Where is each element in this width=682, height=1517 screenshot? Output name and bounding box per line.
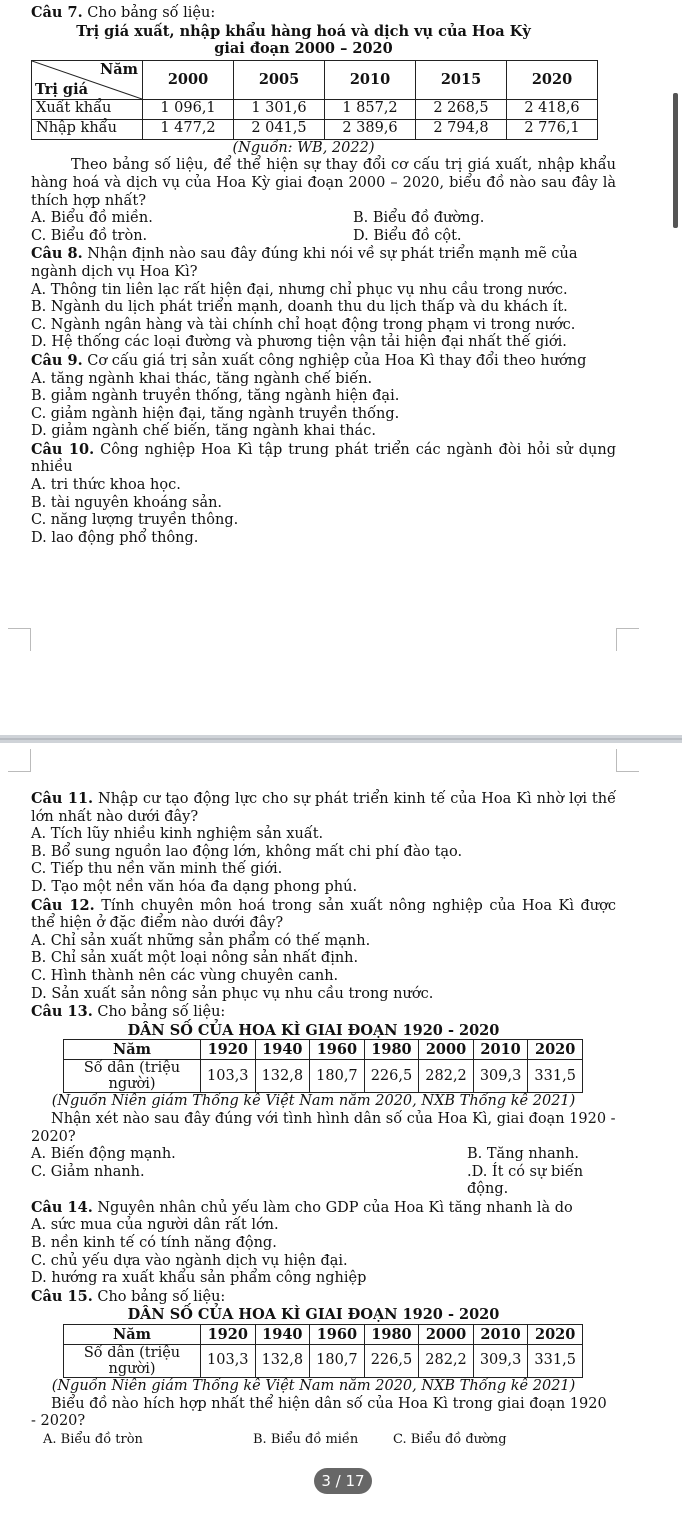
option-a[interactable]: A. Biến động mạnh.	[31, 1146, 176, 1163]
table-subtitle: giai đoạn 2000 – 2020	[214, 40, 393, 58]
year-header: 2000	[419, 1040, 474, 1060]
option-c[interactable]: C. Ngành ngân hàng và tài chính chỉ hoạt động trong phạm vi trong nước.	[31, 316, 576, 333]
table-cell: 2 776,1	[507, 119, 598, 139]
option-a[interactable]: A. tri thức khoa học.	[31, 477, 181, 494]
option-d[interactable]: D. lao động phổ thông.	[31, 529, 199, 546]
question-15-options-row	[31, 1431, 616, 1449]
option-c[interactable]: C. Tiếp thu nền văn minh thế giới.	[31, 861, 283, 878]
question-13-prompt: Nhận xét nào sau đây đúng với tình hình dân số của Hoa Kì, giai đoạn 1920 - 2020?	[31, 1110, 616, 1145]
table-header-row	[64, 1040, 583, 1060]
option-a[interactable]: A. Biểu đồ miền.	[31, 210, 153, 227]
option-c[interactable]: C. Biểu đồ đường	[393, 1431, 507, 1447]
year-header: 2000	[143, 60, 234, 99]
question-13-options-row-1	[31, 1146, 616, 1164]
page-corner-mark	[616, 749, 639, 772]
option-b[interactable]: B. nền kinh tế có tính năng động.	[31, 1235, 277, 1252]
question-15-prompt: Biểu đồ nào hích hợp nhất thể hiện dân số của Hoa Kì trong giai đoạn 1920 - 2020?	[31, 1395, 607, 1430]
table-cell: 103,3	[201, 1345, 256, 1378]
option-c[interactable]: C. Giảm nhanh.	[31, 1163, 145, 1180]
option-d[interactable]: D. giảm ngành chế biến, tăng ngành khai thác.	[31, 423, 376, 440]
table-cell: 2 041,5	[234, 119, 325, 139]
column-head: Năm	[64, 1040, 201, 1060]
year-header: 1960	[310, 1325, 365, 1345]
option-a[interactable]: A. Biểu đồ tròn	[43, 1431, 143, 1447]
option-c[interactable]: C. Biểu đồ tròn.	[31, 227, 148, 244]
row-head: Số dân (triệu người)	[64, 1345, 201, 1378]
table-cell: 226,5	[364, 1060, 419, 1093]
year-header: 2000	[419, 1325, 474, 1345]
table-row	[32, 119, 598, 139]
table-cell: 2 268,5	[416, 99, 507, 119]
page-indicator-badge: 3 / 17	[314, 1468, 372, 1494]
question-7-options-row-1	[31, 210, 616, 228]
option-c[interactable]: C. Hình thành nên các vùng chuyên canh.	[31, 967, 339, 984]
population-table	[63, 1324, 583, 1378]
page-corner-mark	[8, 749, 31, 772]
corner-year-label: Năm	[100, 60, 138, 78]
table-cell: 1 096,1	[143, 99, 234, 119]
page-separator-line	[0, 738, 682, 740]
option-b[interactable]: B. Bổ sung nguồn lao động lớn, không mất chi phí đào tạo.	[31, 843, 463, 860]
option-b[interactable]: B. Biểu đồ miền	[253, 1431, 359, 1447]
row-label: Xuất khẩu	[32, 99, 143, 119]
table-cell: 282,2	[419, 1345, 474, 1378]
table-cell: 180,7	[310, 1060, 365, 1093]
table-cell: 180,7	[310, 1345, 365, 1378]
question-12-text: Câu 12. Tính chuyên môn hoá trong sản xuất nông nghiệp của Hoa Kì được thể hiện ở đặc điểm nào dưới đây?	[31, 896, 616, 932]
year-header: 1940	[255, 1040, 310, 1060]
option-a[interactable]: A. sức mua của người dân rất lớn.	[31, 1217, 279, 1234]
row-head: Số dân (triệu người)	[64, 1060, 201, 1093]
question-13-heading: Câu 13. Cho bảng số liệu:	[31, 1003, 226, 1021]
option-b[interactable]: B. Chỉ sản xuất một loại nông sản nhất định.	[31, 950, 359, 967]
table-row	[32, 99, 598, 119]
column-head: Năm	[64, 1325, 201, 1345]
table-cell: 132,8	[255, 1060, 310, 1093]
table-title: DÂN SỐ CỦA HOA KÌ GIAI ĐOẠN 1920 - 2020	[127, 1306, 500, 1324]
option-d[interactable]: D. Sản xuất sản nông sản phục vụ nhu cầu trong nước.	[31, 985, 434, 1002]
table-header-row	[64, 1325, 583, 1345]
table-cell: 1 301,6	[234, 99, 325, 119]
year-header: 1920	[201, 1040, 256, 1060]
option-d[interactable]: D. hướng ra xuất khẩu sản phẩm công nghiệp	[31, 1270, 367, 1287]
option-a[interactable]: A. Chỉ sản xuất những sản phẩm có thế mạnh.	[31, 932, 371, 949]
year-header: 1960	[310, 1040, 365, 1060]
document-page-1	[0, 0, 682, 735]
page-corner-mark	[616, 628, 639, 651]
year-header: 2005	[234, 60, 325, 99]
trade-table	[31, 60, 598, 140]
option-b[interactable]: B. tài nguyên khoáng sản.	[31, 494, 223, 511]
table-source: (Nguồn Niên giám Thống kê Việt Nam năm 2020, NXB Thống kê 2021)	[51, 1093, 576, 1110]
question-11-text: Câu 11. Nhập cư tạo động lực cho sự phát triển kinh tế của Hoa Kì nhờ lợi thế lớn nhất nào dưới đây?	[31, 790, 616, 825]
table-cell: 132,8	[255, 1345, 310, 1378]
year-header: 2020	[507, 60, 598, 99]
option-b[interactable]: B. giảm ngành truyền thống, tăng ngành hiện đại.	[31, 388, 400, 405]
table-cell: 309,3	[473, 1345, 528, 1378]
table-title: Trị giá xuất, nhập khẩu hàng hoá và dịch vụ của Hoa Kỳ	[76, 22, 531, 40]
document-page-2	[0, 743, 682, 1517]
table-header-row	[32, 60, 598, 99]
option-c[interactable]: C. chủ yếu dựa vào ngành dịch vụ hiện đại.	[31, 1252, 348, 1269]
table-cell: 103,3	[201, 1060, 256, 1093]
question-9-text: Câu 9. Cơ cấu giá trị sản xuất công nghiệp của Hoa Kì thay đổi theo hướng	[31, 351, 587, 369]
question-10-text: Câu 10. Công nghiệp Hoa Kì tập trung phát triển các ngành đòi hỏi sử dụng nhiều	[31, 440, 616, 476]
scrollbar-thumb[interactable]	[673, 93, 678, 228]
table-cell: 331,5	[528, 1060, 583, 1093]
question-7-heading: Câu 7. Cho bảng số liệu:	[31, 4, 216, 21]
question-7-prompt: Theo bảng số liệu, để thể hiện sự thay đổi cơ cấu trị giá xuất, nhập khẩu hàng hoá và dịch vụ của Hoa Kỳ giai đoạn 2000 – 2020, biểu đồ nào sau đây là thích hợp nhất?	[31, 157, 616, 209]
option-b[interactable]: B. Ngành du lịch phát triển mạnh, doanh thu du lịch thấp và du khách ít.	[31, 299, 568, 316]
option-d[interactable]: .D. Ít có sự biến động.	[467, 1163, 584, 1198]
year-header: 1980	[364, 1040, 419, 1060]
table-source: (Nguồn Niên giám Thống kê Việt Nam năm 2020, NXB Thống kê 2021)	[51, 1378, 576, 1395]
year-header: 2020	[528, 1325, 583, 1345]
question-15-heading: Câu 15. Cho bảng số liệu:	[31, 1287, 226, 1305]
table-row	[64, 1345, 583, 1378]
question-8-text: Câu 8. Nhận định nào sau đây đúng khi nói về sự phát triển mạnh mẽ của ngành dịch vụ Hoa Kì?	[31, 245, 578, 280]
table-cell: 2 794,8	[416, 119, 507, 139]
page-corner-mark	[8, 628, 31, 651]
option-c[interactable]: C. năng lượng truyền thông.	[31, 512, 239, 529]
table-cell: 1 857,2	[325, 99, 416, 119]
table-cell: 309,3	[473, 1060, 528, 1093]
option-d[interactable]: D. Biểu đồ cột.	[353, 227, 462, 244]
option-b[interactable]: B. Tăng nhanh.	[467, 1146, 580, 1163]
table-cell: 331,5	[528, 1345, 583, 1378]
population-table	[63, 1039, 583, 1093]
table-cell: 282,2	[419, 1060, 474, 1093]
option-d[interactable]: D. Hệ thống các loại đường và phương tiện vận tải hiện đại nhất thế giới.	[31, 334, 567, 351]
question-7-options-row-2	[31, 228, 616, 246]
table-cell: 226,5	[364, 1345, 419, 1378]
table-row	[64, 1060, 583, 1093]
year-header: 2015	[416, 60, 507, 99]
question-13-options-row-2	[31, 1164, 616, 1199]
year-header: 1940	[255, 1325, 310, 1345]
option-d[interactable]: D. Tạo một nền văn hóa đa dạng phong phú.	[31, 878, 358, 895]
row-label: Nhập khẩu	[32, 119, 143, 139]
option-c[interactable]: C. giảm ngành hiện đại, tăng ngành truyền thống.	[31, 405, 400, 422]
table-cell: 2 418,6	[507, 99, 598, 119]
year-header: 1980	[364, 1325, 419, 1345]
year-header: 1920	[201, 1325, 256, 1345]
table-cell: 2 389,6	[325, 119, 416, 139]
year-header: 2020	[528, 1040, 583, 1060]
option-a[interactable]: A. tăng ngành khai thác, tăng ngành chế biến.	[31, 370, 373, 387]
table-source: (Nguồn: WB, 2022)	[232, 139, 375, 156]
year-header: 2010	[473, 1325, 528, 1345]
option-a[interactable]: A. Thông tin liên lạc rất hiện đại, nhưng chỉ phục vụ nhu cầu trong nước.	[31, 281, 568, 298]
table-title: DÂN SỐ CỦA HOA KÌ GIAI ĐOẠN 1920 - 2020	[127, 1021, 500, 1039]
year-header: 2010	[473, 1040, 528, 1060]
page-1-content	[31, 4, 616, 547]
table-corner-cell	[32, 60, 143, 99]
table-cell: 1 477,2	[143, 119, 234, 139]
corner-value-label: Trị giá	[35, 81, 88, 99]
option-b[interactable]: B. Biểu đồ đường.	[353, 210, 485, 227]
question-14-text: Câu 14. Nguyên nhân chủ yếu làm cho GDP của Hoa Kì tăng nhanh là do	[31, 1198, 573, 1216]
option-a[interactable]: A. Tích lũy nhiều kinh nghiệm sản xuất.	[31, 826, 324, 843]
year-header: 2010	[325, 60, 416, 99]
page-2-content	[31, 790, 616, 1448]
